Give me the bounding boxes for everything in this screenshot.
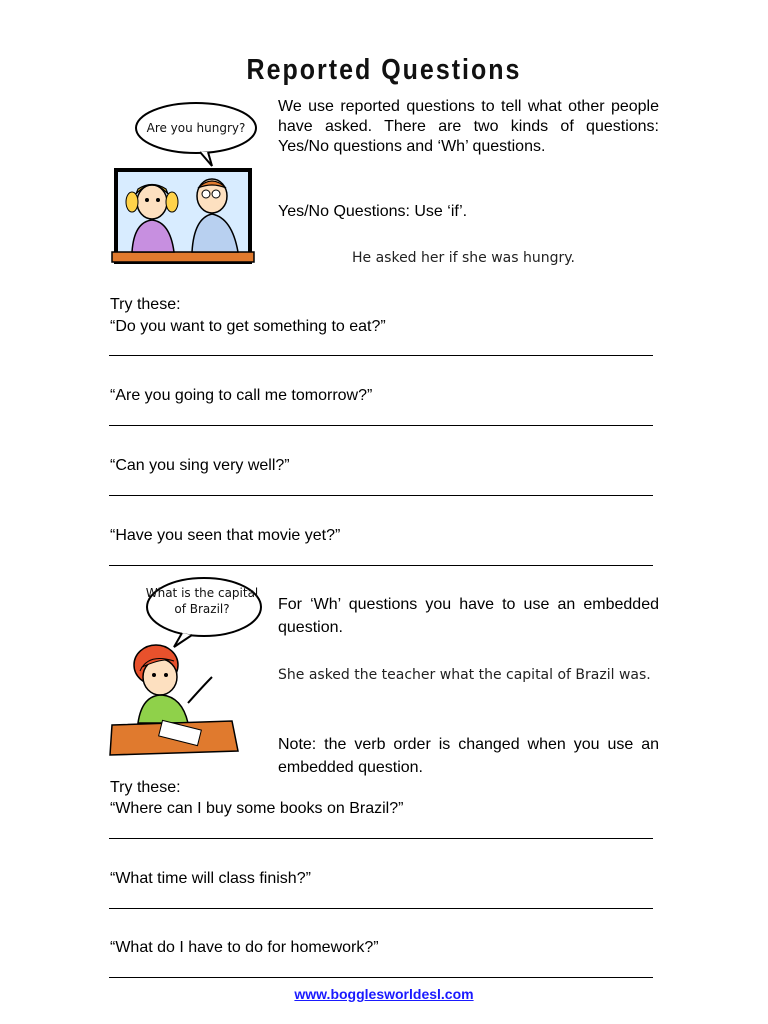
footer-link[interactable]: www.bogglesworldesl.com — [294, 986, 474, 1002]
answer-line[interactable] — [109, 425, 653, 426]
exercise-question: “Can you sing very well?” — [110, 457, 290, 474]
footer — [0, 986, 768, 1002]
answer-line[interactable] — [109, 908, 653, 909]
wh-paragraph: For ‘Wh’ questions you have to use an embedded question. — [278, 596, 659, 636]
answer-line[interactable] — [109, 838, 653, 839]
answer-line[interactable] — [109, 565, 653, 566]
exercise-question: “What do I have to do for homework?” — [110, 939, 379, 956]
speech-bubble-text-1: Are you hungry? — [146, 121, 246, 135]
exercise-question: “Do you want to get something to eat?” — [110, 318, 386, 335]
exercise-question: “Are you going to call me tomorrow?” — [110, 387, 373, 404]
exercise-question: “What time will class finish?” — [110, 870, 311, 887]
answer-line[interactable] — [109, 355, 653, 356]
yesno-example: He asked her if she was hungry. — [352, 250, 575, 266]
exercise-question: “Where can I buy some books on Brazil?” — [110, 800, 404, 817]
try-these-label-1: Try these: — [110, 296, 181, 313]
exercise-question: “Have you seen that movie yet?” — [110, 527, 341, 544]
answer-line[interactable] — [109, 495, 653, 496]
speech-bubble-text-2: What is the capital of Brazil? — [145, 586, 259, 616]
yesno-heading: Yes/No Questions: Use ‘if’. — [278, 203, 468, 220]
wh-example: She asked the teacher what the capital of Brazil was. — [278, 667, 651, 683]
page-title: Reported Questions — [246, 53, 522, 87]
intro-paragraph: We use reported questions to tell what other people have asked. There are two kinds of questions: Yes/No questions and ‘Wh’ questions. — [278, 98, 659, 155]
children-illustration — [108, 94, 258, 266]
note-paragraph: Note: the verb order is changed when you use an embedded question. — [278, 736, 659, 776]
answer-line[interactable] — [109, 977, 653, 978]
try-these-label-2: Try these: — [110, 779, 181, 796]
